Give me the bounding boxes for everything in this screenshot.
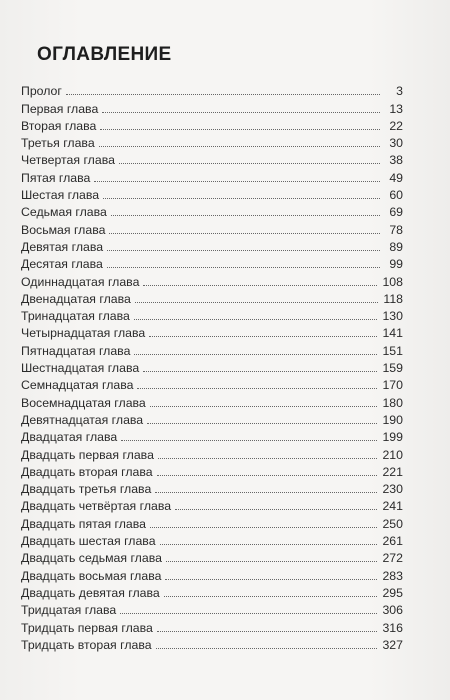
dot-leader <box>103 198 380 199</box>
toc-entry <box>21 98 403 115</box>
chapter-title: Девятнадцатая глава <box>21 412 144 427</box>
page-number: 261 <box>382 534 403 549</box>
chapter-title: Шестнадцатая глава <box>21 361 140 376</box>
page-title: ОГЛАВЛЕНИЕ <box>37 44 172 65</box>
toc-entry <box>21 81 403 98</box>
page-number: 272 <box>382 551 403 566</box>
chapter-title: Двадцать первая глава <box>21 447 154 462</box>
dot-leader <box>120 613 377 614</box>
dot-leader <box>100 129 380 130</box>
dot-leader <box>156 648 378 649</box>
dot-leader <box>164 596 378 597</box>
chapter-title: Одиннадцатая глава <box>21 274 140 289</box>
toc-entry <box>21 600 403 617</box>
dot-leader <box>165 579 377 580</box>
dot-leader <box>150 406 378 407</box>
toc-entry <box>21 116 403 133</box>
dot-leader <box>149 336 377 337</box>
toc-entry <box>21 202 403 219</box>
toc-entry <box>21 513 403 530</box>
page-number: 283 <box>382 568 403 583</box>
chapter-title: Двадцать шестая глава <box>21 534 156 549</box>
toc-entry <box>21 565 403 582</box>
dot-leader <box>107 250 380 251</box>
dot-leader <box>94 181 380 182</box>
dot-leader <box>166 561 378 562</box>
toc-entry <box>21 375 403 392</box>
toc-entry <box>21 583 403 600</box>
toc-entry <box>21 323 403 340</box>
dot-leader <box>143 285 377 286</box>
dot-leader <box>107 267 380 268</box>
toc-entry <box>21 306 403 323</box>
page-number: 130 <box>382 309 403 324</box>
page-number: 49 <box>389 170 403 185</box>
toc-entry <box>21 358 403 375</box>
toc-entry <box>21 635 403 652</box>
page-number: 170 <box>382 378 403 393</box>
dot-leader <box>66 94 380 95</box>
chapter-title: Пятая глава <box>21 170 91 185</box>
chapter-title: Первая глава <box>21 101 99 116</box>
toc-entry <box>21 237 403 254</box>
chapter-title: Двадцать девятая глава <box>21 585 160 600</box>
toc-entry <box>21 219 403 236</box>
page-number: 327 <box>382 637 403 652</box>
dot-leader <box>157 475 378 476</box>
chapter-title: Третья глава <box>21 136 95 151</box>
page-number: 295 <box>382 585 403 600</box>
dot-leader <box>134 354 377 355</box>
dot-leader <box>119 163 380 164</box>
toc-entry <box>21 410 403 427</box>
dot-leader <box>160 544 378 545</box>
chapter-title: Двадцать третья глава <box>21 482 152 497</box>
chapter-title: Пролог <box>21 84 62 99</box>
chapter-title: Двенадцатая глава <box>21 291 131 306</box>
chapter-title: Двадцать седьмая глава <box>21 551 162 566</box>
chapter-title: Тридцать вторая глава <box>21 637 152 652</box>
toc-entry <box>21 462 403 479</box>
toc-entry <box>21 185 403 202</box>
page-number: 190 <box>382 412 403 427</box>
page-number: 89 <box>389 239 403 254</box>
page-number: 316 <box>382 620 403 635</box>
chapter-title: Восьмая глава <box>21 222 106 237</box>
chapter-title: Пятнадцатая глава <box>21 343 131 358</box>
toc-entry <box>21 392 403 409</box>
dot-leader <box>121 440 377 441</box>
page-number: 210 <box>382 447 403 462</box>
chapter-title: Девятая глава <box>21 239 104 254</box>
page-number: 60 <box>389 188 403 203</box>
chapter-title: Десятая глава <box>21 257 103 272</box>
dot-leader <box>157 631 378 632</box>
toc-entry <box>21 271 403 288</box>
page-number: 221 <box>382 464 403 479</box>
page-number: 38 <box>389 153 403 168</box>
dot-leader <box>147 423 377 424</box>
chapter-title: Восемнадцатая глава <box>21 395 146 410</box>
toc-entry <box>21 531 403 548</box>
toc-entry <box>21 479 403 496</box>
dot-leader <box>175 509 377 510</box>
toc-entry <box>21 496 403 513</box>
chapter-title: Вторая глава <box>21 118 97 133</box>
chapter-title: Седьмая глава <box>21 205 107 220</box>
dot-leader <box>102 112 380 113</box>
page-number: 199 <box>382 430 403 445</box>
page-number: 3 <box>396 84 403 99</box>
chapter-title: Четвертая глава <box>21 153 115 168</box>
toc-entry <box>21 548 403 565</box>
page-number: 22 <box>389 118 403 133</box>
page-number: 250 <box>382 516 403 531</box>
toc-entry <box>21 167 403 184</box>
page-number: 306 <box>382 603 403 618</box>
toc-entry <box>21 427 403 444</box>
page-number: 141 <box>382 326 403 341</box>
toc-entry <box>21 289 403 306</box>
chapter-title: Двадцать восьмая глава <box>21 568 162 583</box>
toc-entry <box>21 150 403 167</box>
toc-entry <box>21 444 403 461</box>
chapter-title: Двадцать пятая глава <box>21 516 146 531</box>
dot-leader <box>158 458 378 459</box>
page-number: 13 <box>389 101 403 116</box>
dot-leader <box>109 233 380 234</box>
chapter-title: Тридцать первая глава <box>21 620 153 635</box>
dot-leader <box>111 215 380 216</box>
page-number: 151 <box>382 343 403 358</box>
toc-entry <box>21 617 403 634</box>
chapter-title: Двадцать вторая глава <box>21 464 153 479</box>
page-number: 108 <box>382 274 403 289</box>
dot-leader <box>143 371 377 372</box>
dot-leader <box>134 319 378 320</box>
page-number: 99 <box>389 257 403 272</box>
chapter-title: Четырнадцатая глава <box>21 326 146 341</box>
dot-leader <box>155 492 377 493</box>
chapter-title: Шестая глава <box>21 188 100 203</box>
dot-leader <box>99 146 380 147</box>
toc-entry <box>21 254 403 271</box>
page-number: 30 <box>389 136 403 151</box>
page-number: 78 <box>389 222 403 237</box>
page-number: 69 <box>389 205 403 220</box>
dot-leader <box>135 302 379 303</box>
toc-entry <box>21 133 403 150</box>
chapter-title: Двадцатая глава <box>21 430 118 445</box>
dot-leader <box>137 388 377 389</box>
page-number: 159 <box>382 361 403 376</box>
chapter-title: Тридцатая глава <box>21 603 117 618</box>
chapter-title: Тринадцатая глава <box>21 309 130 324</box>
page-number: 180 <box>382 395 403 410</box>
chapter-title: Семнадцатая глава <box>21 378 134 393</box>
chapter-title: Двадцать четвёртая глава <box>21 499 172 514</box>
toc-entry <box>21 340 403 357</box>
page-number: 118 <box>383 291 403 306</box>
page-number: 230 <box>382 482 403 497</box>
page-number: 241 <box>382 499 403 514</box>
dot-leader <box>150 527 377 528</box>
table-of-contents <box>21 81 403 652</box>
